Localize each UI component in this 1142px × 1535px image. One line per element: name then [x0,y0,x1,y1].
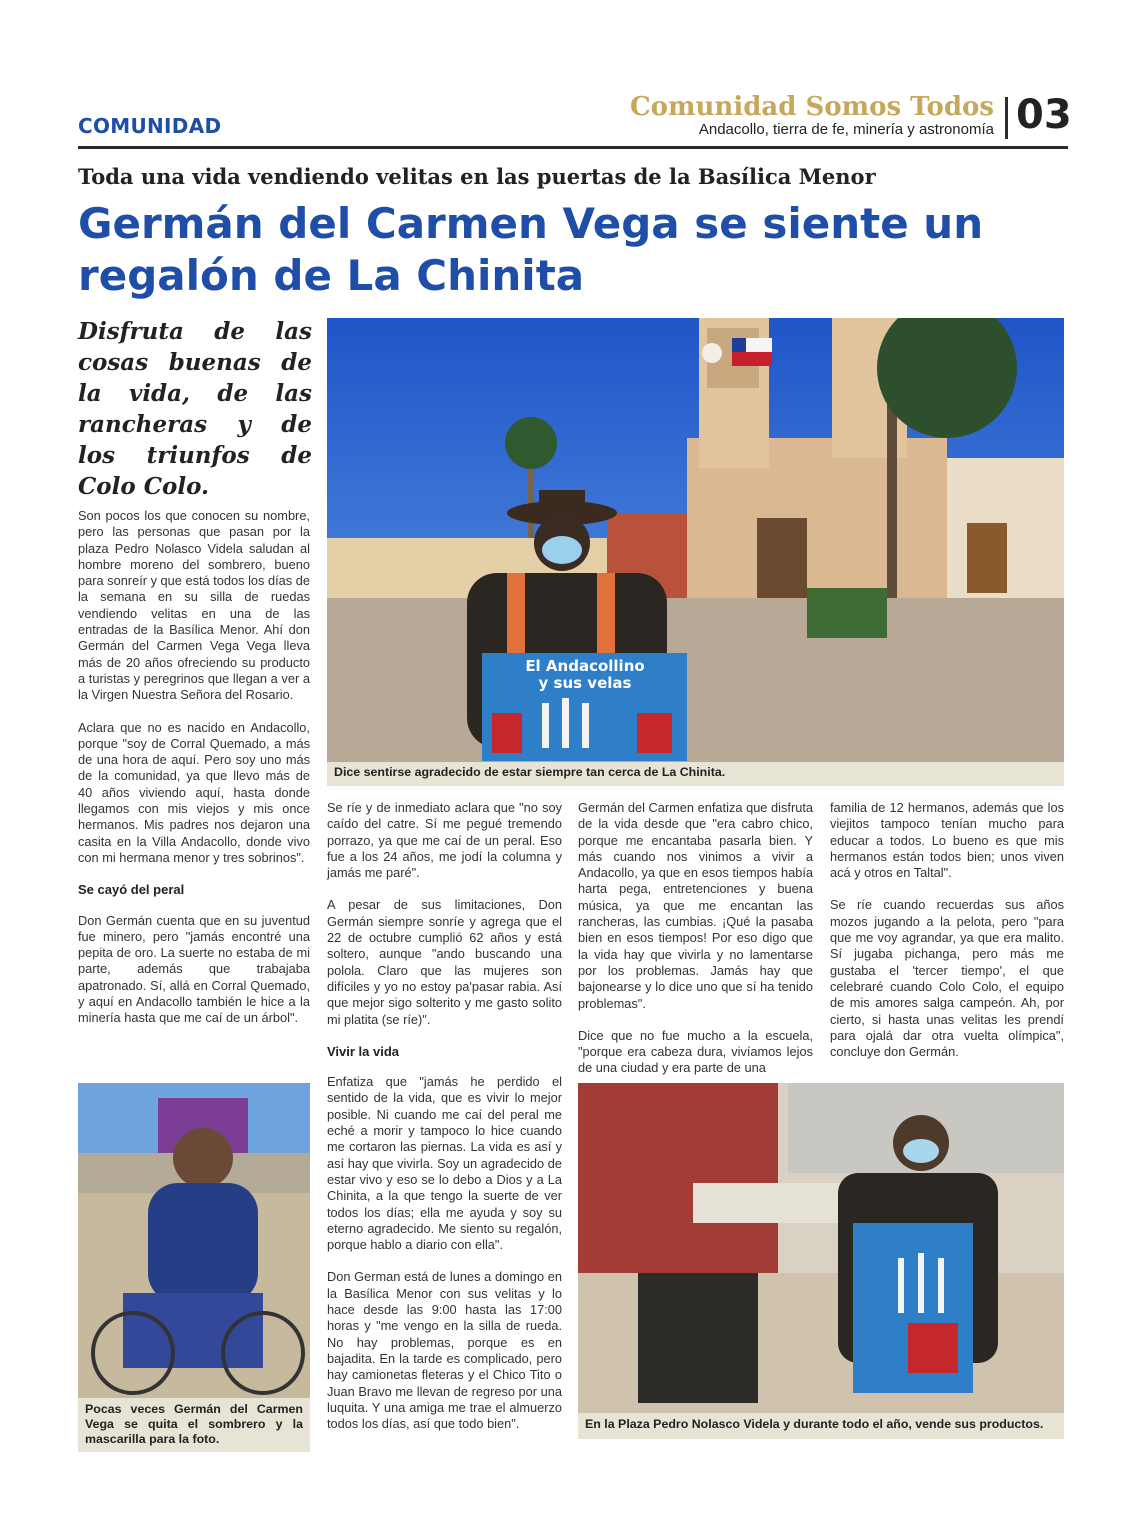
article-headline: Germán del Carmen Vega se siente un regalón de La Chinita [78,199,984,300]
paragraph: Aclara que no es nacido en Andacollo, porque "soy de Corral Quemado, a más de una hora de aquí. Pero soy uno más de la comunidad, ya que llevo más de 40 años viviendo aquí, hasta donde llegamos con mis viejos y mis once hermanos. Mis padres nos dejaron una casita en la Villa Andacollo, donde vivo con mi hermana menor y tres sobrinos". [78,719,310,865]
paragraph: Don Germán cuenta que en su juventud fue minero, pero "jamás encontré una pepita de oro. La suerte no estaba de mi parte, además que trabajaba apatronado. Sí, allá en Corral Quemado, y aquí en Andacollo también le hice a la minería hasta que me caí de un árbol". [78,912,310,1026]
page-number: 03 [1016,92,1072,138]
paragraph: Enfatiza que "jamás he perdido el sentido de la vida, que es vivir lo mejor posible. Ni cuando me caí del peral me eché a morir y tampoco lo hice cuando me cortaron las piernas. La vida es así y así hay que vivirla. Soy un agradecido de estar vivo y eso se lo debo a Dios y a La Chinita, a la que tengo la suerte de ver todos los días; ella me ayuda y soy su eterno agradecido. Me siento su regalón, porque hablo a diario con ella". [327,1074,562,1253]
masthead [630,93,994,138]
article-kicker: Toda una vida vendiendo velitas en las puertas de la Basílica Menor [78,164,876,189]
main-photo-caption: Dice sentirse agradecido de estar siempre tan cerca de La Chinita. [327,762,1064,786]
header-rule [78,146,1068,149]
paragraph: A pesar de sus limitaciones, Don Germán siempre sonríe y agrega que el 22 de octubre cumplió 62 años y está soltero, aunque "ando buscando una polola. Claro que las mujeres son difíciles y yo no estoy pa'pasar rabia. Así que mejor sigo solterito y me gasto solito mi platita (se ríe)". [327,897,562,1027]
paragraph: familia de 12 hermanos, además que los viejitos tampoco tenían mucho para educar a todos. Lo bueno es que mis hermanos están todos bien; unos viven acá y otros en Taltal". [830,800,1064,881]
paragraph: Se ríe y de inmediato aclara que "no soy caído del catre. Sí me pegué tremendo porrazo, ya que me caí de un peral. Eso fue a los 24 años, me jodí la columna y jamás me paré". [327,800,562,881]
section-label: COMUNIDAD [78,114,222,138]
paragraph: Se ríe cuando recuerdas sus años mozos jugando a la pelota, pero "para que me voy agrandar, ya que era malito. Sí jugaba pichanga, pero más me gustaba el 'tercer tiempo', el que celebraré cuando Colo Colo, el equipo de mis amores salga campeón. Ah, por cierto, si hasta unas velitas les prendí para ojalá dar otra vuelta olímpica", concluye don Germán. [830,897,1064,1060]
paragraph: Dice que no fue mucho a la escuela, "porque era cabeza dura, vivíamos lejos de una ciudad y era parte de una [578,1027,813,1076]
sign-line2: y sus velas [538,674,632,692]
article-lede: Disfruta de las cosas buenas de la vida, de las rancheras y de los triunfos de Colo Colo. [78,318,312,500]
article-column-2 [327,800,562,1448]
article-column-4 [830,800,1064,1076]
plaza-photo [578,1083,1064,1413]
article-column-3 [578,800,813,1093]
portrait-photo [78,1083,310,1398]
subheading: Se cayó del peral [78,882,185,898]
paragraph: Son pocos los que conocen su nombre, pero las personas que pasan por la plaza Pedro Nolasco Videla saludan al hombre moreno del sombrero, bueno para sonreír y que está todos los días de la semana en su silla de ruedas vendiendo velitas en una de las entradas de la Basílica Menor. Ahí don Germán del Carmen Vega Vega lleva más de 20 años ofreciendo su producto a turistas y peregrinos que llegan a ver a la Virgen Nuestra Señora del Rosario. [78,508,310,703]
paragraph: Germán del Carmen enfatiza que disfruta de la vida desde que "era cabro chico, porque me encantaba pasarla bien. Y más cuando nos vinimos a vivir a Andacollo, ya que en esos tiempos había harta pega, entretenciones y buena música, ya que me encantan las rancheras, las cumbias. ¡Qué la pasaba bien en esos tiempos! Por eso digo que la vida hay que vivirla y no lamentarse por los problemas. Jamás hay que bajonearse y lo dice uno que sí ha tenido problemas". [578,800,813,1011]
main-photo [327,318,1064,762]
portrait-photo-caption: Pocas veces Germán del Carmen Vega se quita el sombrero y la mascarilla para la foto. [78,1398,310,1452]
subheading: Vivir la vida [327,1043,400,1059]
publication-tagline: Andacollo, tierra de fe, minería y astronomía [698,121,994,138]
article-column-1 [78,508,310,1043]
paragraph: Don German está de lunes a domingo en la Basílica Menor con sus velitas y lo hace desde las 9:00 hasta las 17:00 horas y "me vengo en la silla de rueda. No hay problemas, porque es en bajadita. En la tarde es complicado, pero hay camionetas fleteras y el Chico Tito o Juan Bravo me llevan de regreso por una luquita. Y una amiga me trae el almuerzo todos los días, así que todo bien". [327,1269,562,1432]
publication-name: Comunidad Somos Todos [629,92,994,122]
plaza-photo-caption: En la Plaza Pedro Nolasco Videla y durante todo el año, vende sus productos. [578,1413,1064,1439]
header-divider [1005,97,1008,139]
sign-line1: El Andacollino [525,657,645,675]
